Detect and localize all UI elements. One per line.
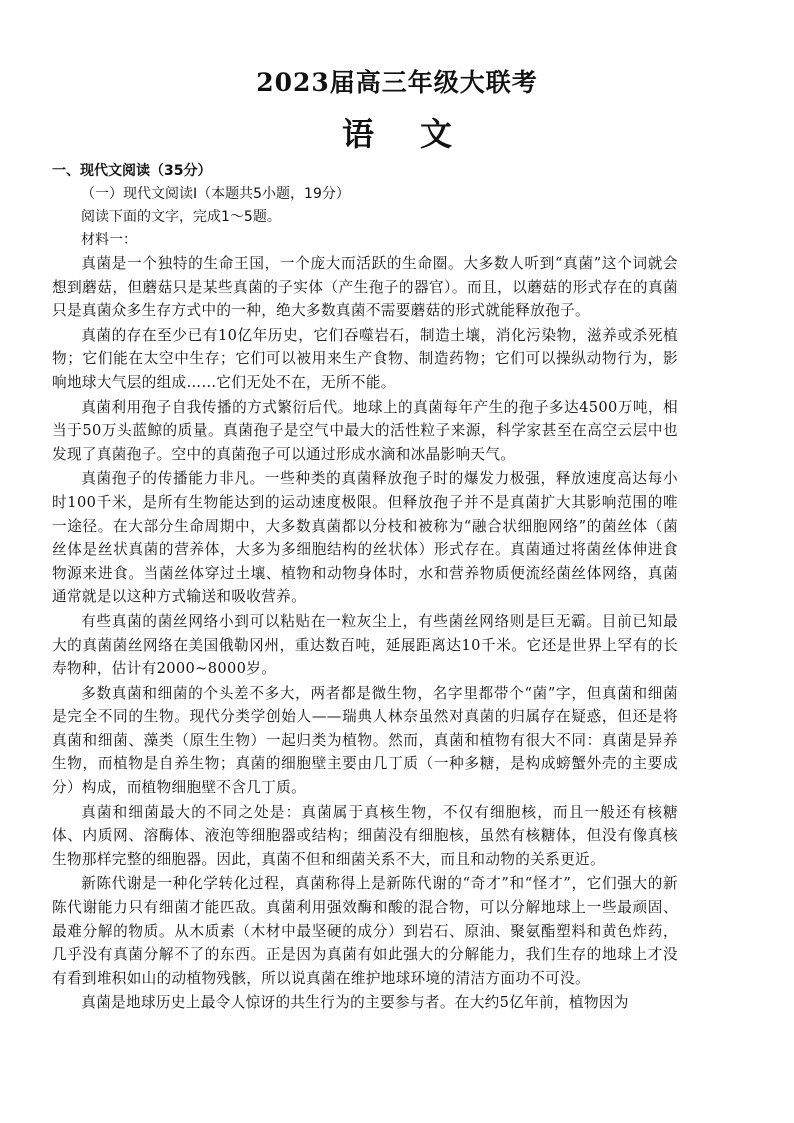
subject-title: 语文	[341, 115, 498, 153]
paragraph-5: 有些真菌的菌丝网络小到可以粘贴在一粒灰尘上，有些菌丝网络则是巨无霸。目前已知最大的真菌菌丝网络在美国俄勒冈州，重达数百吨，延展距离达10千米。它还是世界上罕有的长寿物种，估计有2000~8000岁。	[52, 612, 678, 678]
paragraph-3: 真菌利用孢子自我传播的方式繁衍后代。地球上的真菌每年产生的孢子多达4500万吨，相当于50万头蓝鲸的质量。真菌孢子是空气中最大的活性粒子来源，科学家甚至在高空云层中也发现了真菌孢子。空中的真菌孢子可以通过形成水滴和冰晶影响天气。	[52, 398, 678, 463]
material-label: 材料一：	[81, 232, 137, 248]
instruction-text: 阅读下面的文字，完成1～5题。	[81, 209, 281, 225]
section-heading: 一、现代文阅读（35分）	[52, 163, 212, 179]
subsection-heading: （一）现代文阅读Ⅰ（本题共5小题，19分）	[81, 186, 350, 202]
paragraph-9: 真菌是地球历史上最令人惊讶的共生行为的主要参与者。在大约5亿年前，植物因为	[81, 994, 629, 1012]
paragraph-1: 真菌是一个独特的生命王国，一个庞大而活跃的生命圈。大多数人听到“真菌”这个词就会想到蘑菇，但蘑菇只是某些真菌的子实体（产生孢子的器官）。而且，以蘑菇的形式存在的真菌只是真菌众多生存方式中的一种，绝大多数真菌不需要蘑菇的形式就能释放孢子。	[52, 255, 678, 320]
paragraph-2: 真菌的存在至少已有10亿年历史，它们吞噬岩石，制造土壤，消化污染物，滋养或杀死植物；它们能在太空中生存；它们可以被用来生产食物、制造药物；它们可以操纵动物行为，影响地球大气层的组成……它们无处不在，无所不能。	[52, 326, 678, 391]
paragraph-4: 真菌孢子的传播能力非凡。一些种类的真菌释放孢子时的爆发力极强，释放速度高达每小时100千米，是所有生物能达到的运动速度极限。但释放孢子并不是真菌扩大其影响范围的唯一途径。在大部分生命周期中，大多数真菌都以分枝和被称为“融合状细胞网络”的菌丝体（菌丝体是丝状真菌的营养体，大多为多细胞结构的丝状体）形式存在。真菌通过将菌丝体伸进食物源来进食。当菌丝体穿过土壤、植物和动物身体时，水和营养物质便流经菌丝体网络，真菌通常就是以这种方式输送和吸收营养。	[52, 470, 678, 606]
paragraph-8: 新陈代谢是一种化学转化过程，真菌称得上是新陈代谢的“奇才”和“怪才”，它们强大的新陈代谢能力只有细菌才能匹敌。真菌利用强效酶和酸的混合物，可以分解地球上一些最顽固、最难分解的物质。从木质素（木材中最坚硬的成分）到岩石、原油、聚氨酯塑料和黄色炸药，几乎没有真菌分解不了的东西。正是因为真菌有如此强大的分解能力，我们生存的地球上才没有看到堆积如山的动植物残骸，所以说真菌在维护地球环境的清洁方面功不可没。	[52, 875, 678, 987]
paragraph-6: 多数真菌和细菌的个头差不多大，两者都是微生物，名字里都带个“菌”字，但真菌和细菌是完全不同的生物。现代分类学创始人——瑞典人林奈虽然对真菌的归属存在疑惑，但还是将真菌和细菌、藻类（原生生物）一起归类为植物。然而，真菌和植物有很大不同：真菌是异养生物，而植物是自养生物；真菌的细胞壁主要由几丁质（一种多糖，是构成螃蟹外壳的主要成分）构成，而植物细胞壁不含几丁质。	[52, 684, 678, 797]
paragraph-7: 真菌和细菌最大的不同之处是：真菌属于真核生物，不仅有细胞核，而且一般还有核糖体、内质网、溶酶体、液泡等细胞器或结构；细菌没有细胞核，虽然有核糖体，但没有像真核生物那样完整的细胞器。因此，真菌不但和细菌关系不大，而且和动物的关系更近。	[52, 803, 678, 868]
exam-title: 2023届高三年级大联考	[256, 68, 538, 97]
reading-section	[52, 160, 678, 1015]
